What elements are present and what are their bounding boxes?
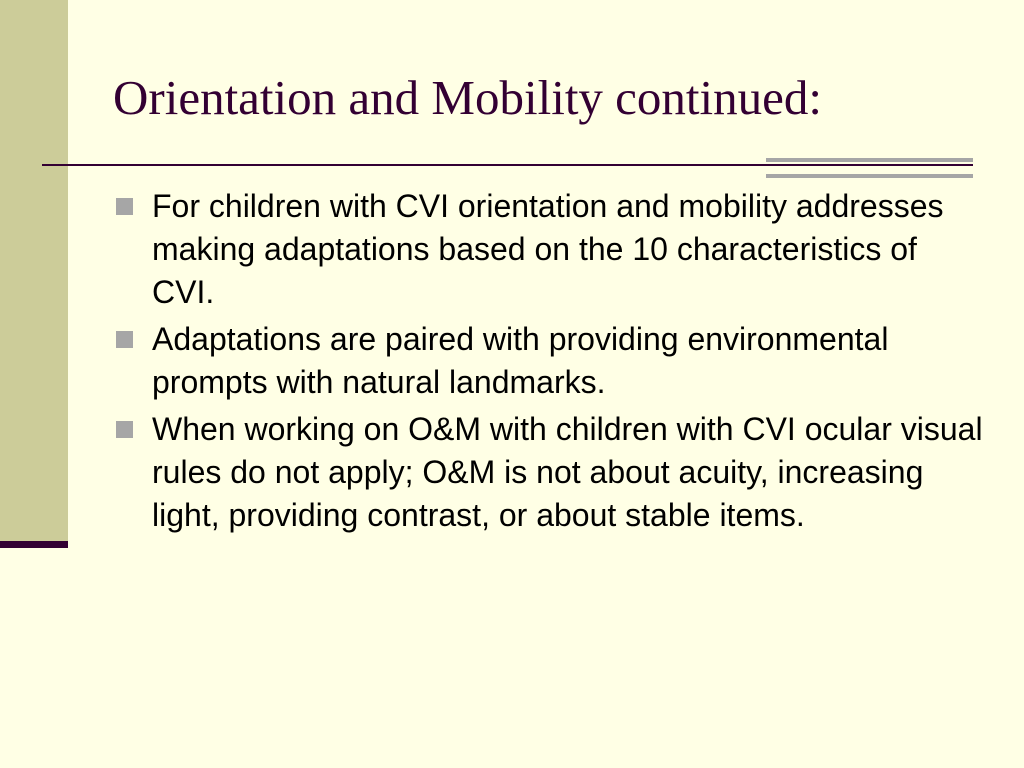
square-bullet-icon (116, 331, 133, 348)
bullet-text: For children with CVI orientation and mobility addresses making adaptations based on the 10 characteristics of CVI. (152, 188, 944, 310)
side-band (0, 0, 68, 541)
divider-accent-bottom (766, 174, 973, 178)
bullet-item (116, 408, 986, 537)
title-divider (42, 164, 973, 166)
bullet-item (116, 318, 986, 404)
square-bullet-icon (116, 198, 133, 215)
slide-title: Orientation and Mobility continued: (113, 70, 823, 125)
bullet-item (116, 185, 986, 314)
side-accent-bar (0, 541, 68, 548)
divider-accent-top (766, 158, 973, 162)
square-bullet-icon (116, 421, 133, 438)
bullet-text: When working on O&M with children with CVI ocular visual rules do not apply; O&M is not about acuity, increasing light, providing contrast, or about stable items. (152, 411, 983, 533)
bullet-list (116, 185, 986, 541)
bullet-text: Adaptations are paired with providing environmental prompts with natural landmarks. (152, 321, 889, 400)
